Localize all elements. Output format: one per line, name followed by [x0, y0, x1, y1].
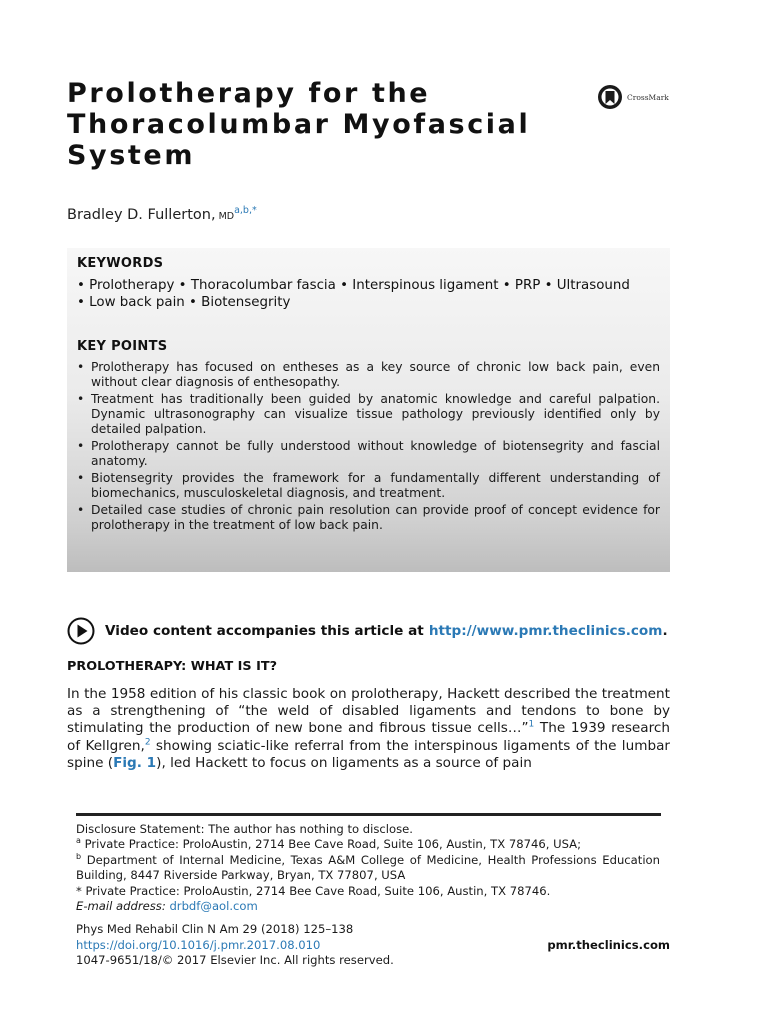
crossmark-icon [597, 84, 623, 110]
affiliation-a-text: Private Practice: ProloAustin, 2714 Bee Cave Road, Suite 106, Austin, TX 78746, USA; [80, 837, 581, 852]
key-point-item: • Treatment has traditionally been guided by anatomic knowledge and careful palpation. Dynamic ultrasonography can visualize tissue pathology previously identified only by detailed palpation. [77, 392, 660, 437]
key-point-item: • Prolotherapy has focused on entheses as a key source of chronic low back pain, even without clear diagnosis of enthesopathy. [77, 360, 660, 390]
body-text-4: ), led Hackett to focus on ligaments as a source of pain [156, 754, 532, 771]
email-link[interactable]: drbdf@aol.com [169, 899, 258, 914]
section-heading: PROLOTHERAPY: WHAT IS IT? [67, 659, 277, 674]
author-line [67, 205, 257, 223]
keywords-line-1: • Prolotherapy • Thoracolumbar fascia • Interspinous ligament • PRP • Ultrasound [77, 278, 630, 293]
disclosure-statement: Disclosure Statement: The author has nothing to disclose. [76, 822, 413, 836]
affiliation-b-mark: b [76, 851, 82, 861]
title-line-3: System [67, 140, 196, 171]
journal-site[interactable]: pmr.theclinics.com [547, 938, 670, 952]
title-line-1: Prolotherapy for the [67, 78, 431, 109]
video-period: . [662, 623, 668, 639]
reference-2[interactable]: 2 [144, 737, 151, 748]
keywords-list [77, 277, 660, 311]
author-degree: MD [218, 211, 235, 222]
video-notice [67, 617, 668, 645]
video-notice-text: Video content accompanies this article at [105, 623, 424, 639]
copyright-line: 1047-9651/18/© 2017 Elsevier Inc. All rights reserved. [76, 953, 394, 968]
key-point-item: • Biotensegrity provides the framework for a fundamentally different understanding of biomechanics, musculoskeletal diagnosis, and treatment. [77, 471, 660, 501]
crossmark-badge[interactable] [597, 84, 669, 110]
affiliation-b [76, 853, 660, 884]
body-paragraph [67, 686, 670, 772]
affiliation-a [76, 837, 660, 852]
crossmark-label: CrossMark [627, 92, 669, 102]
figure-1-link[interactable]: Fig. 1 [113, 754, 157, 771]
email-line [76, 899, 660, 914]
key-point-item: • Detailed case studies of chronic pain resolution can provide proof of concept evidence for prolotherapy in the treatment of low back pain. [77, 503, 660, 533]
key-points-heading: KEY POINTS [77, 339, 168, 354]
key-point-item: • Prolotherapy cannot be fully understood without knowledge of biotensegrity and fascial anatomy. [77, 439, 660, 469]
body-text-3: showing sciatic-like referral from the interspinous ligaments of the lumbar spine ( [67, 737, 670, 771]
body-text-1: In the 1958 edition of his classic book on prolotherapy, Hackett described the treatment as a strengthening of “the weld of disabled ligaments and tendons to bone by stimulating the production of new bone and fibrous tissue cells…” [67, 686, 670, 737]
title-line-2: Thoracolumbar Myofascial [67, 109, 531, 140]
footnotes [76, 822, 660, 914]
author-affiliations[interactable]: a,b,* [234, 205, 257, 216]
email-label: E-mail address: [76, 899, 166, 914]
journal-citation: Phys Med Rehabil Clin N Am 29 (2018) 125–138 [76, 922, 354, 936]
author-name: Bradley D. Fullerton, [67, 207, 216, 223]
reference-1[interactable]: 1 [528, 719, 535, 730]
affiliation-b-text: Department of Internal Medicine, Texas A&M College of Medicine, Health Professions Education Building, 8447 Riverside Parkway, Bryan, TX 77807, USA [76, 852, 660, 883]
affiliation-a-mark: a [76, 836, 81, 846]
article-title [67, 78, 567, 171]
video-link[interactable]: http://www.pmr.theclinics.com [428, 623, 663, 639]
keywords-heading: KEYWORDS [77, 256, 164, 271]
keywords-keypoints-box [67, 248, 670, 572]
doi-link[interactable]: https://doi.org/10.1016/j.pmr.2017.08.010 [76, 937, 321, 952]
keywords-line-2: • Low back pain • Biotensegrity [77, 295, 291, 310]
body-text-2: The 1939 research of Kellgren, [67, 720, 670, 754]
corresponding-address: * Private Practice: ProloAustin, 2714 Bee Cave Road, Suite 106, Austin, TX 78746. [76, 883, 551, 898]
key-points-list [77, 360, 660, 533]
footnote-divider [76, 813, 661, 816]
play-icon[interactable] [67, 617, 95, 645]
